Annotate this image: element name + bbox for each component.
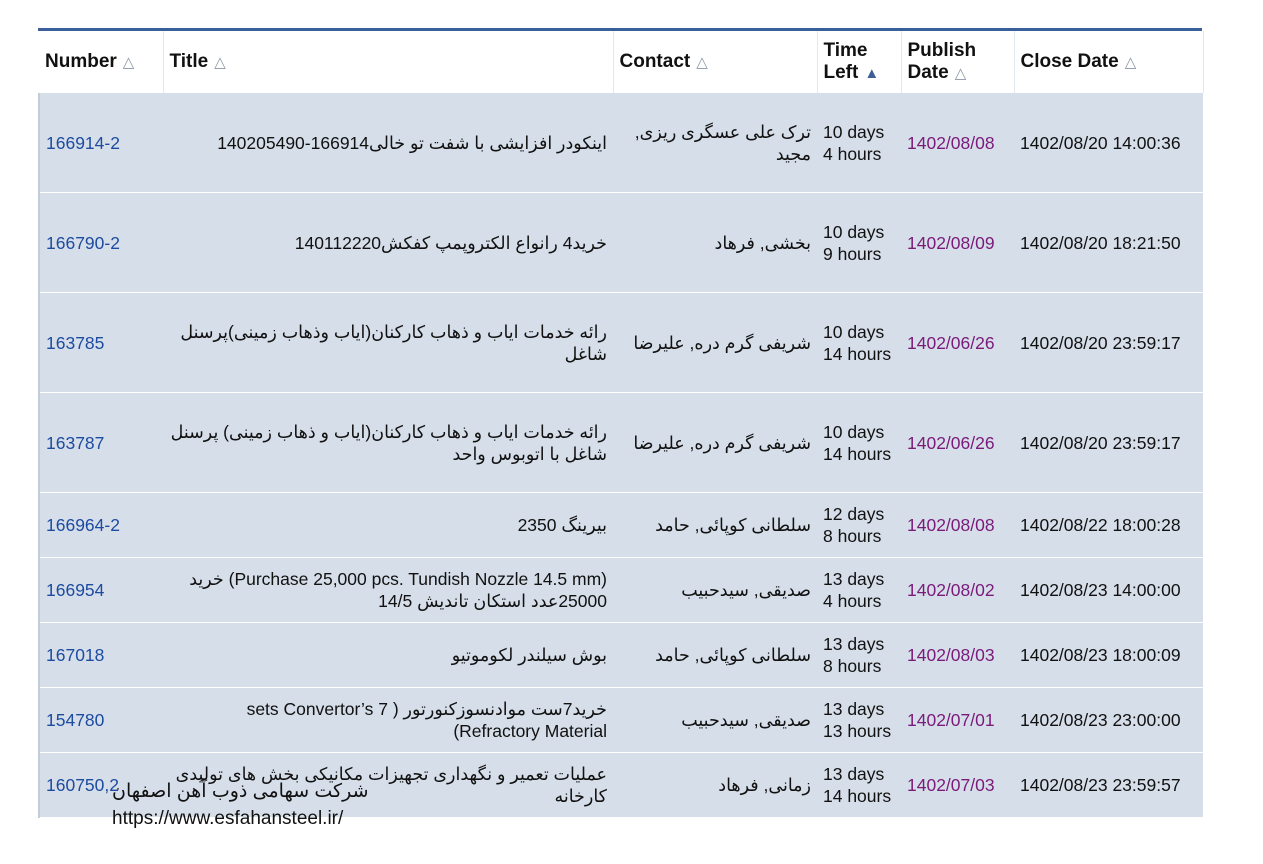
publish-date: 1402/08/09 (901, 193, 1014, 293)
tender-number-cell (39, 93, 163, 193)
publish-date: 1402/06/26 (901, 293, 1014, 393)
time-left: 10 days 14 hours (817, 393, 901, 493)
close-date: 1402/08/22 18:00:28 (1014, 493, 1203, 558)
tender-number-cell (39, 623, 163, 688)
tender-contact: شریفی گرم دره, علیرضا (613, 393, 817, 493)
publish-date: 1402/07/03 (901, 753, 1014, 818)
time-left: 13 days 8 hours (817, 623, 901, 688)
tender-title: رائه خدمات ایاب و ذهاب کارکنان(ایاب و ذهاب زمینی) پرسنل شاغل با اتوبوس واحد (163, 393, 613, 493)
table-row (39, 293, 1203, 393)
tender-number-link[interactable]: 167018 (46, 645, 105, 665)
tender-number-cell (39, 493, 163, 558)
time-left: 10 days 9 hours (817, 193, 901, 293)
publish-date: 1402/06/26 (901, 393, 1014, 493)
time-left: 13 days 14 hours (817, 753, 901, 818)
publish-date: 1402/08/08 (901, 493, 1014, 558)
company-name: شرکت سهامی ذوب آهن اصفهان (112, 781, 369, 802)
close-date: 1402/08/23 18:00:09 (1014, 623, 1203, 688)
tender-contact: بخشی, فرهاد (613, 193, 817, 293)
time-left: 13 days 4 hours (817, 558, 901, 623)
time-left: 12 days 8 hours (817, 493, 901, 558)
tender-title: خرید7ست موادنسوزکنورتور ( 7 sets Convertor’s Refractory Material) (163, 688, 613, 753)
tender-number-link[interactable]: 154780 (46, 710, 105, 730)
sort-icon[interactable]: △ (122, 53, 135, 71)
publish-date: 1402/08/08 (901, 93, 1014, 193)
table-row (39, 393, 1203, 493)
publish-date: 1402/07/01 (901, 688, 1014, 753)
tender-number-link[interactable]: 166954 (46, 580, 105, 600)
tender-title: بیرینگ 2350 (163, 493, 613, 558)
tender-number-link[interactable]: 163787 (46, 432, 105, 453)
sort-icon[interactable]: △ (954, 64, 967, 82)
publish-date: 1402/08/02 (901, 558, 1014, 623)
column-header-title[interactable]: Title △ (163, 31, 613, 93)
close-date: 1402/08/23 23:59:57 (1014, 753, 1203, 818)
tender-number-cell (39, 558, 163, 623)
tender-title: بوش سیلندر لکوموتیو (163, 623, 613, 688)
tender-contact: سلطانی کوپائی, حامد (613, 493, 817, 558)
sort-icon[interactable]: △ (1124, 53, 1137, 71)
time-left: 10 days 4 hours (817, 93, 901, 193)
tender-contact: صدیقی, سیدحبیب (613, 558, 817, 623)
table-row (39, 558, 1203, 623)
table-header-row (39, 31, 1203, 93)
table-row (39, 493, 1203, 558)
close-date: 1402/08/20 14:00:36 (1014, 93, 1203, 193)
publish-date: 1402/08/03 (901, 623, 1014, 688)
sort-icon[interactable]: △ (214, 53, 226, 71)
tenders-table-container (38, 28, 1202, 818)
tender-contact: ترک علی عسگری ریزی, مجید (613, 93, 817, 193)
time-left: 13 days 13 hours (817, 688, 901, 753)
sort-icon[interactable]: △ (696, 53, 708, 71)
tender-number-link[interactable]: 166964-2 (46, 515, 120, 535)
tenders-table (38, 31, 1204, 818)
tender-number-link[interactable]: 160750,2 (46, 775, 119, 795)
tender-number-cell (39, 393, 163, 493)
column-header-number[interactable]: Number △ (39, 31, 163, 93)
tender-title: خرید4 رانواع الکتروپمپ کفکش140112220 (163, 193, 613, 293)
close-date: 1402/08/20 23:59:17 (1014, 393, 1203, 493)
close-date: 1402/08/20 18:21:50 (1014, 193, 1203, 293)
time-left: 10 days 14 hours (817, 293, 901, 393)
tender-number-cell (39, 193, 163, 293)
footer-source (112, 778, 369, 832)
tender-title: رائه خدمات ایاب و ذهاب کارکنان(ایاب وذهاب زمینی)پرسنل شاغل (163, 293, 613, 393)
tender-number-link[interactable]: 166914-2 (46, 132, 120, 153)
close-date: 1402/08/23 14:00:00 (1014, 558, 1203, 623)
tender-number-cell (39, 293, 163, 393)
column-header-contact[interactable]: Contact △ (613, 31, 817, 93)
tender-contact: شریفی گرم دره, علیرضا (613, 293, 817, 393)
table-row (39, 93, 1203, 193)
tender-number-cell (39, 688, 163, 753)
source-url: https://www.esfahansteel.ir/ (112, 808, 344, 829)
tender-title: عملیات تعمیر و نگهداری تجهیزات مکانیکی بخش های تولیدی کارخانه (163, 753, 613, 818)
table-row (39, 623, 1203, 688)
tender-number-link[interactable]: 163785 (46, 332, 105, 353)
tender-contact: سلطانی کوپائی, حامد (613, 623, 817, 688)
tender-title: اینکودر افزایشی با شفت تو خالی166914-140205490 (163, 93, 613, 193)
tender-title: (Purchase 25,000 pcs. Tundish Nozzle 14.5 mm) خرید 25000عدد استکان تاندیش 14/5 (163, 558, 613, 623)
tender-number-link[interactable]: 166790-2 (46, 232, 120, 253)
table-row (39, 193, 1203, 293)
tender-contact: زمانی, فرهاد (613, 753, 817, 818)
table-row (39, 688, 1203, 753)
column-header-time-left[interactable]: Time Left ▲ (817, 31, 901, 93)
column-header-close-date[interactable]: Close Date △ (1014, 31, 1203, 93)
column-header-publish-date[interactable]: Publish Date △ (901, 31, 1014, 93)
close-date: 1402/08/23 23:00:00 (1014, 688, 1203, 753)
tender-contact: صدیقی, سیدحبیب (613, 688, 817, 753)
close-date: 1402/08/20 23:59:17 (1014, 293, 1203, 393)
sort-active-icon[interactable]: ▲ (864, 64, 880, 82)
